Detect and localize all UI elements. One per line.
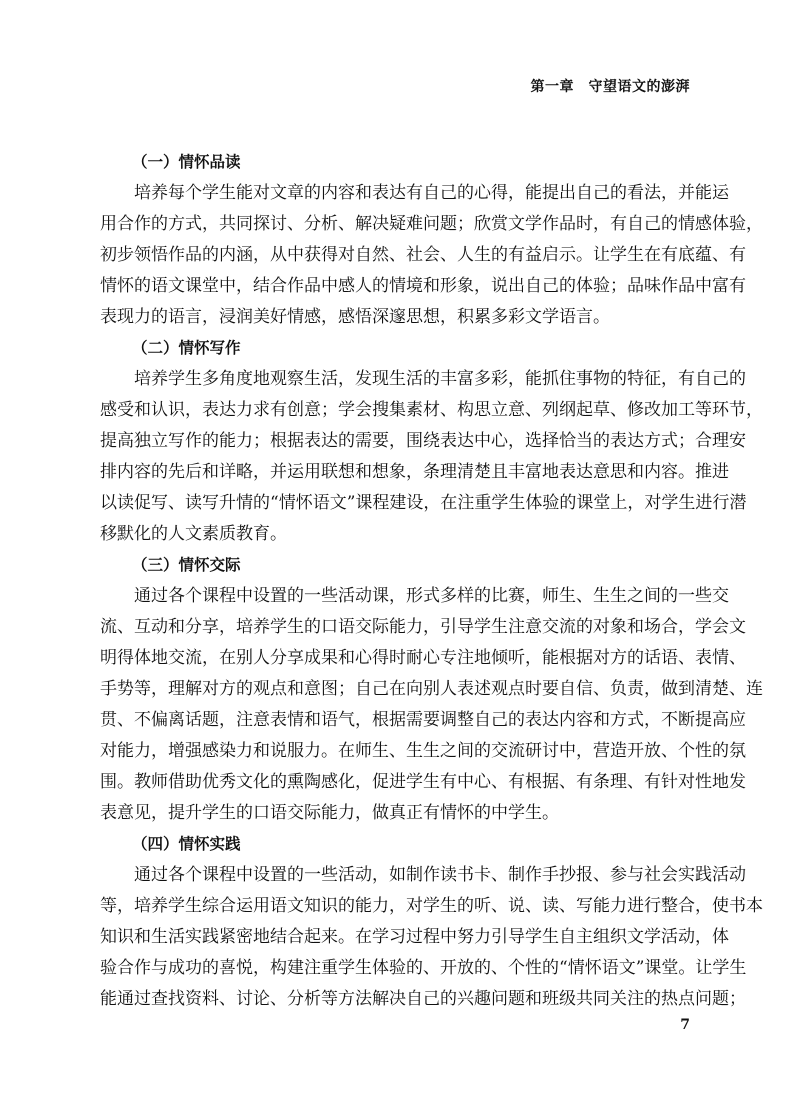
text-line: 排内容的先后和详略，并运用联想和想象，条理清楚且丰富地表达意思和内容。推进	[100, 462, 729, 482]
text-line: 流、互动和分享，培养学生的口语交际能力，引导学生注意交流的对象和场合，学会文	[100, 617, 746, 637]
text-line: 知识和生活实践紧密地结合起来。在学习过程中努力引导学生自主组织文学活动，体	[100, 927, 729, 947]
section-4	[100, 829, 763, 1015]
text-line: 初步领悟作品的内涵，从中获得对自然、社会、人生的有益启示。让学生在有底蕴、有	[100, 245, 746, 265]
text-line: 感受和认识，表达力求有创意；学会搜集素材、构思立意、列纲起草、修改加工等环节，	[100, 400, 763, 420]
text-line: 对能力，增强感染力和说服力。在师生、生生之间的交流研讨中，营造开放、个性的氛	[100, 741, 746, 761]
paragraph	[100, 178, 763, 333]
text-line: 验合作与成功的喜悦，构建注重学生体验的、开放的、个性的“情怀语文”课堂。让学生	[100, 958, 747, 978]
text-line: 通过各个课程中设置的一些活动课，形式多样的比赛，师生、生生之间的一些交	[134, 586, 729, 606]
text-line: 明得体地交流，在别人分享成果和心得时耐心专注地倾听，能根据对方的话语、表情、	[100, 648, 746, 668]
section-heading: （四）情怀实践	[132, 835, 241, 853]
text-line: 能通过查找资料、讨论、分析等方法解决自己的兴趣问题和班级共同关注的热点问题；	[100, 989, 746, 1009]
paragraph	[100, 364, 763, 550]
text-line: 培养每个学生能对文章的内容和表达有自己的心得，能提出自己的看法，并能运	[134, 183, 729, 203]
text-line: 情怀的语文课堂中，结合作品中感人的情境和形象，说出自己的体验；品味作品中富有	[100, 276, 746, 296]
paragraph	[100, 581, 763, 829]
text-line: 培养学生多角度地观察生活，发现生活的丰富多彩，能抓住事物的特征，有自己的	[134, 369, 746, 389]
paragraph	[100, 860, 763, 1015]
section-3	[100, 550, 763, 829]
text-line: 移默化的人文素质教育。	[100, 524, 287, 544]
text-line: 表现力的语言，浸润美好情感，感悟深邃思想，积累多彩文学语言。	[100, 307, 610, 327]
running-header: 第一章 守望语文的澎湃	[530, 79, 690, 95]
text-line: 贯、不偏离话题，注意表情和语气，根据需要调整自己的表达内容和方式，不断提高应	[100, 710, 746, 730]
section-heading: （三）情怀交际	[132, 556, 241, 574]
section-1	[100, 147, 763, 333]
page-number: 7	[680, 1017, 690, 1033]
text-line: 手势等，理解对方的观点和意图；自己在向别人表述观点时要自信、负责，做到清楚、连	[100, 679, 763, 699]
text-line: 围。教师借助优秀文化的熏陶感化，促进学生有中心、有根据、有条理、有针对性地发	[100, 772, 746, 792]
text-line: 等，培养学生综合运用语文知识的能力，对学生的听、说、读、写能力进行整合，使书本	[100, 896, 763, 916]
text-line: 通过各个课程中设置的一些活动，如制作读书卡、制作手抄报、参与社会实践活动	[134, 865, 746, 885]
page-body	[100, 147, 763, 1015]
section-heading: （二）情怀写作	[132, 339, 241, 357]
section-2	[100, 333, 763, 550]
text-line: 用合作的方式，共同探讨、分析、解决疑难问题；欣赏文学作品时，有自己的情感体验，	[100, 214, 763, 234]
section-heading: （一）情怀品读	[132, 153, 241, 171]
text-line: 提高独立写作的能力；根据表达的需要，围绕表达中心，选择恰当的表达方式；合理安	[100, 431, 746, 451]
text-line: 表意见，提升学生的口语交际能力，做真正有情怀的中学生。	[100, 803, 559, 823]
text-line: 以读促写、读写升情的“情怀语文”课程建设，在注重学生体验的课堂上，对学生进行潜	[100, 493, 747, 513]
